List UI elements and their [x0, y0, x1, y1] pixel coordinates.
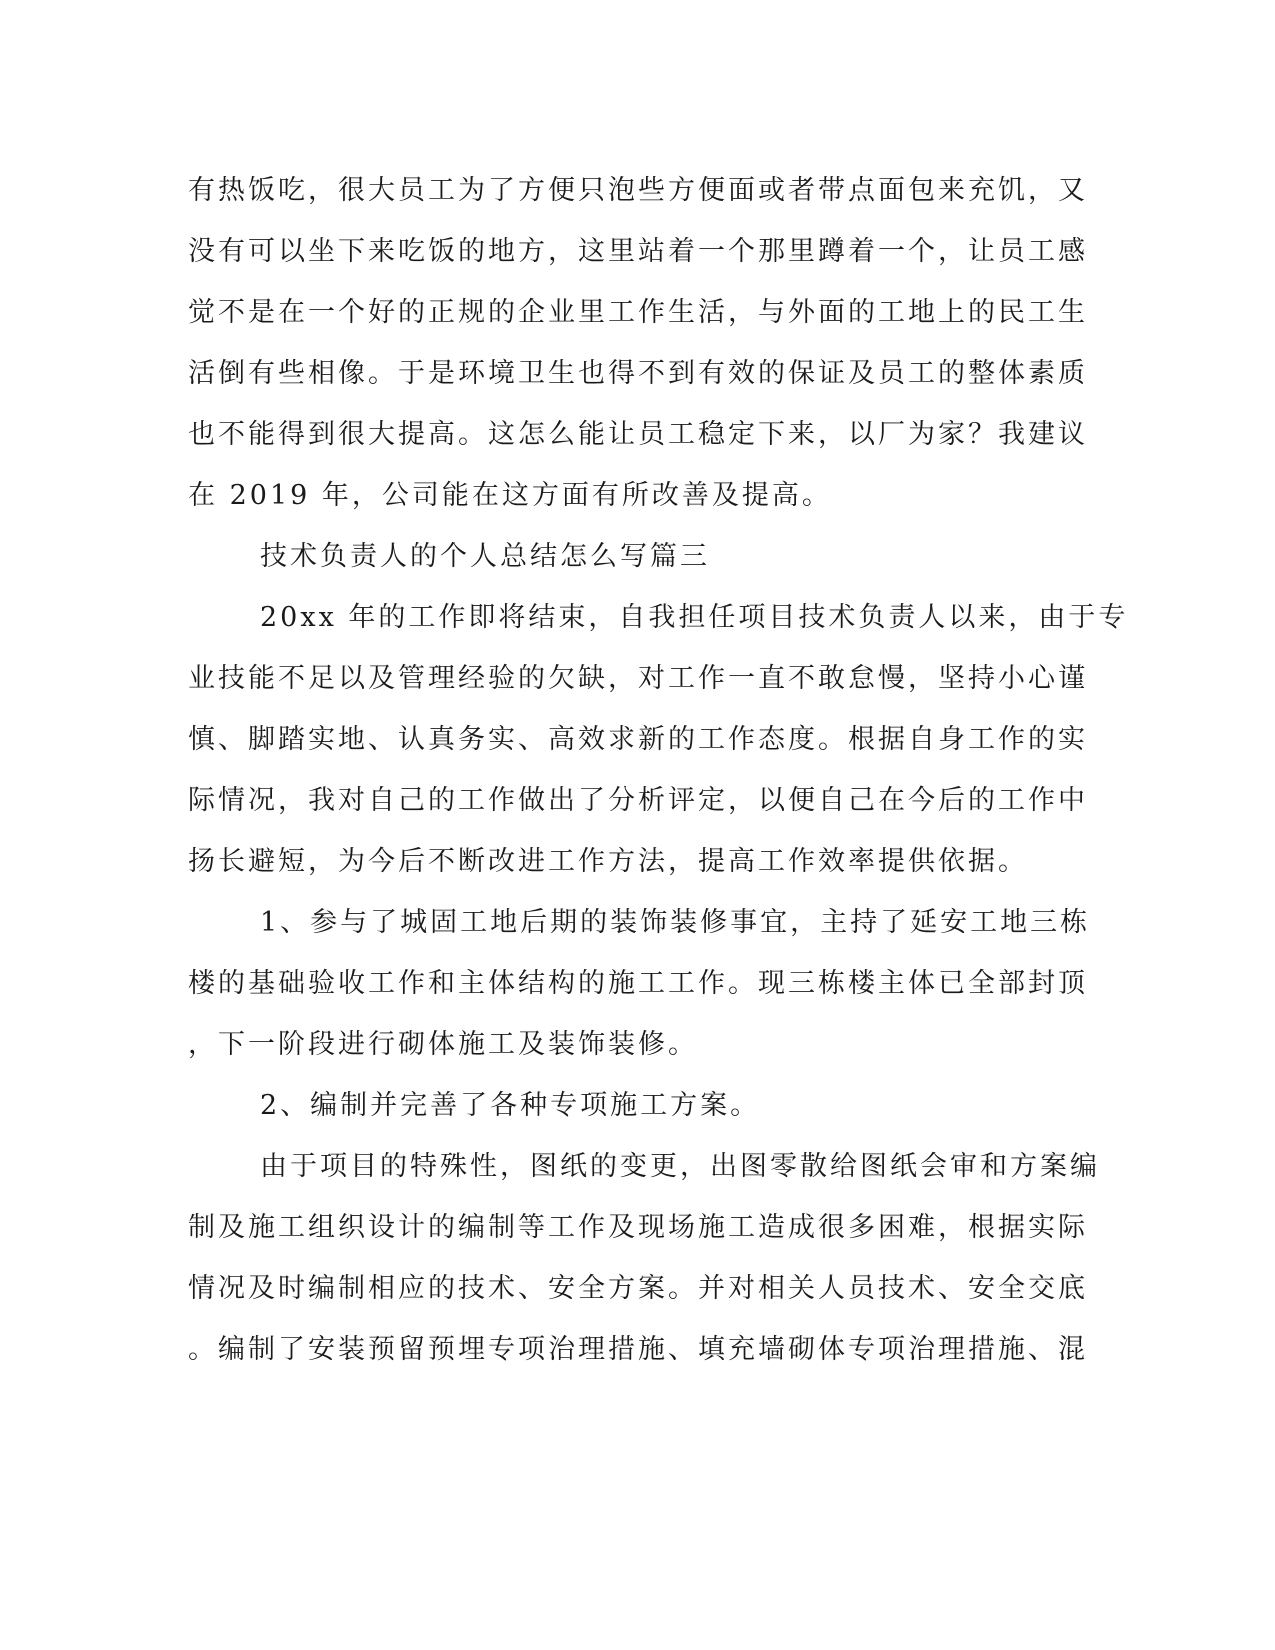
text-line: 也不能得到很大提高。这怎么能让员工稳定下来，以厂为家？我建议: [188, 419, 1088, 450]
text-line: 际情况，我对自己的工作做出了分析评定，以便自己在今后的工作中: [188, 785, 1088, 816]
text-line: 制及施工组织设计的编制等工作及现场施工造成很多困难，根据实际: [188, 1212, 1088, 1243]
section-heading: 技术负责人的个人总结怎么写篇三: [260, 541, 710, 572]
text-line: 觉不是在一个好的正规的企业里工作生活，与外面的工地上的民工生: [188, 297, 1088, 328]
text-line: ，下一阶段进行砌体施工及装饰装修。: [188, 1029, 698, 1060]
text-line: 业技能不足以及管理经验的欠缺，对工作一直不敢怠慢，坚持小心谨: [188, 663, 1088, 694]
list-item-2: 2、编制并完善了各种专项施工方案。: [260, 1090, 761, 1121]
list-item-1: 1、参与了城固工地后期的装饰装修事宜，主持了延安工地三栋: [260, 907, 1091, 938]
text-line: 活倒有些相像。于是环境卫生也得不到有效的保证及员工的整体素质: [188, 358, 1088, 389]
text-line: 在 2019 年，公司能在这方面有所改善及提高。: [188, 480, 832, 511]
text-line: 20xx 年的工作即将结束，自我担任项目技术负责人以来，由于专: [260, 602, 1129, 633]
text-line: 。编制了安装预留预埋专项治理措施、填充墙砌体专项治理措施、混: [188, 1334, 1088, 1365]
text-line: 楼的基础验收工作和主体结构的施工工作。现三栋楼主体已全部封顶: [188, 968, 1088, 999]
text-line: 慎、脚踏实地、认真务实、高效求新的工作态度。根据自身工作的实: [188, 724, 1088, 755]
document-body: [188, 160, 1129, 1380]
text-line: 情况及时编制相应的技术、安全方案。并对相关人员技术、安全交底: [188, 1273, 1088, 1304]
text-line: 没有可以坐下来吃饭的地方，这里站着一个那里蹲着一个，让员工感: [188, 236, 1088, 267]
text-line: 由于项目的特殊性，图纸的变更，出图零散给图纸会审和方案编: [260, 1151, 1100, 1182]
text-line: 扬长避短，为今后不断改进工作方法，提高工作效率提供依据。: [188, 846, 1028, 877]
text-line: 有热饭吃，很大员工为了方便只泡些方便面或者带点面包来充饥，又: [188, 175, 1088, 206]
